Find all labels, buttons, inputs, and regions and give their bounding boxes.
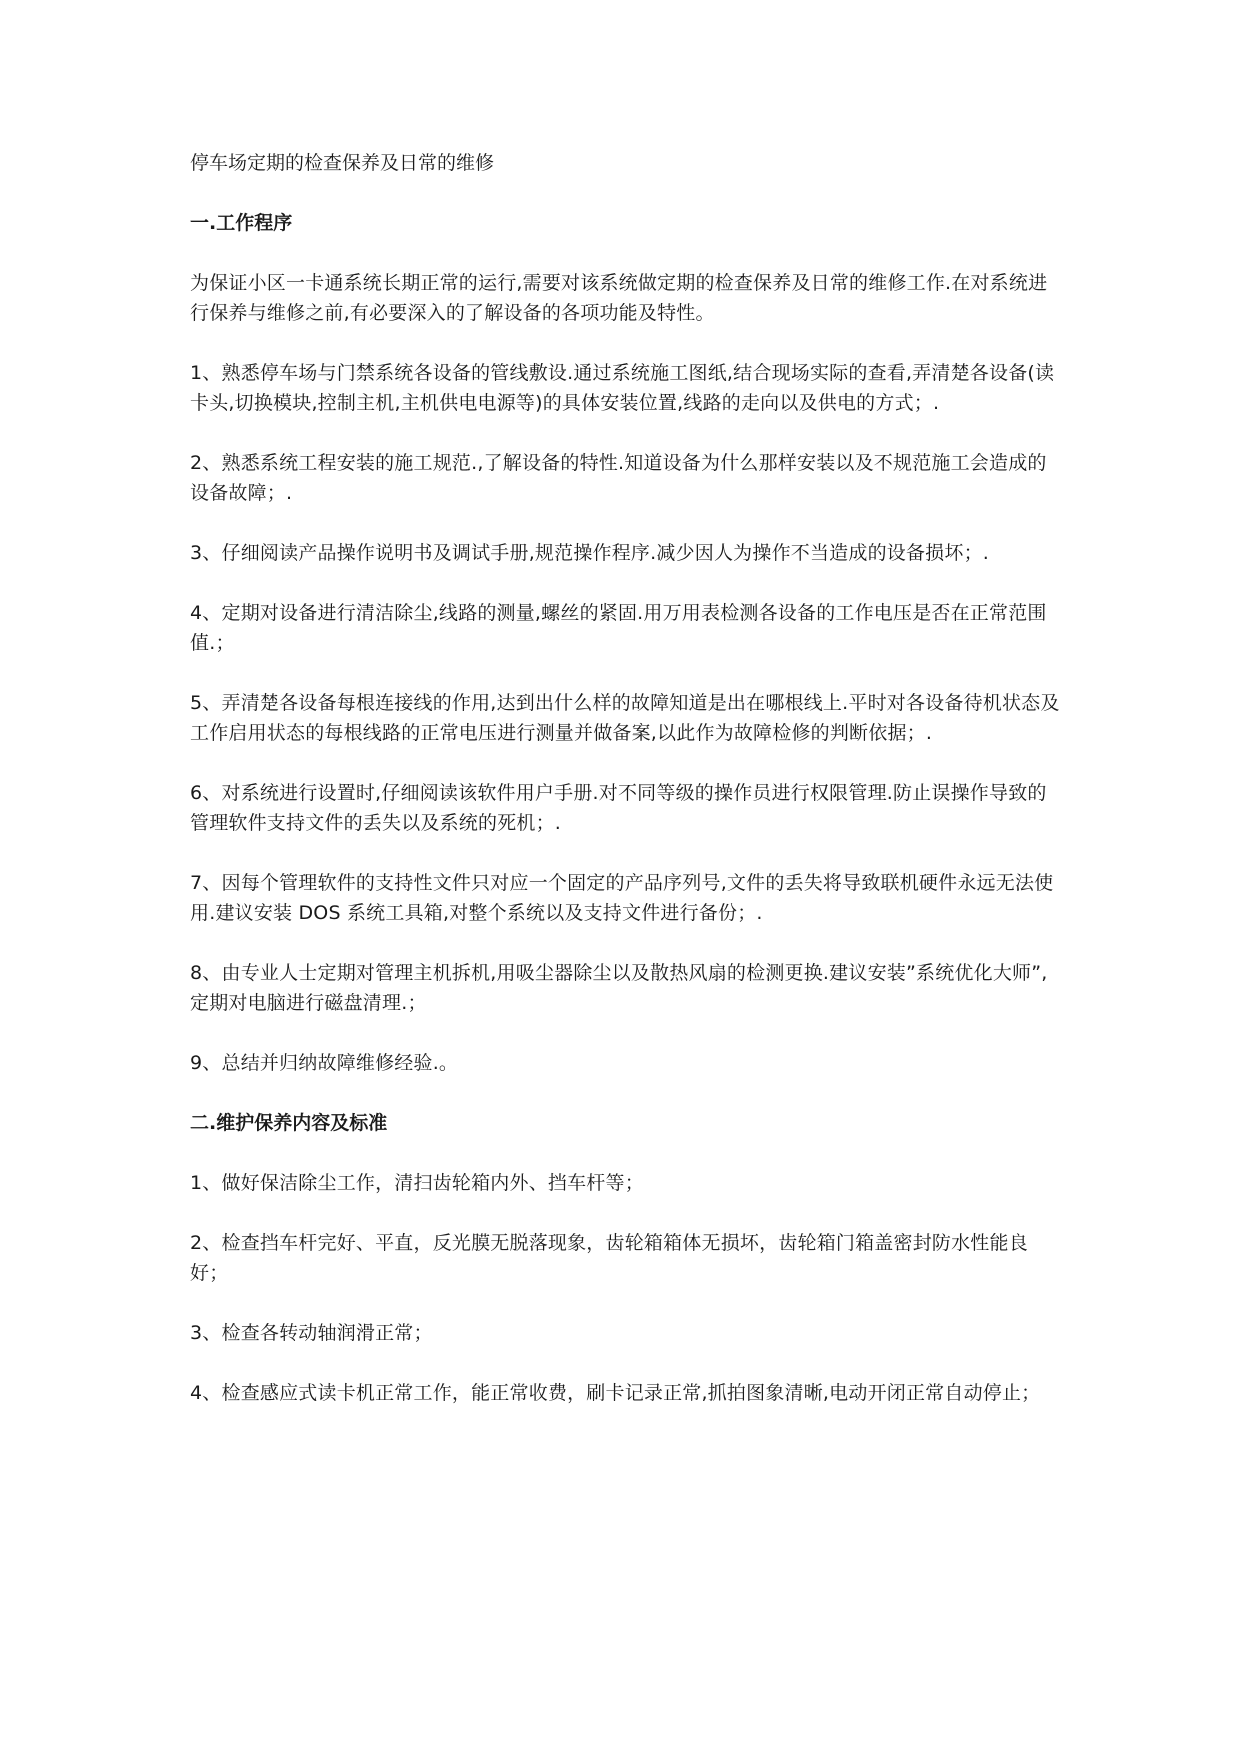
procedure-item-9: 9、总结并归纳故障维修经验.。 bbox=[190, 1052, 459, 1074]
procedure-item-1: 1、熟悉停车场与门禁系统各设备的管线敷设.通过系统施工图纸,结合现场实际的查看,弄清楚各设备(读卡头,切换模块,控制主机,主机供电电源等)的具体安装位置,线路的走向以及供电的方式；. bbox=[190, 362, 1055, 414]
document-title: 停车场定期的检查保养及日常的维修 bbox=[190, 152, 495, 174]
procedure-item-3: 3、仔细阅读产品操作说明书及调试手册,规范操作程序.减少因人为操作不当造成的设备损坏；. bbox=[190, 542, 990, 564]
maintenance-item-2: 2、检查挡车杆完好、平直，反光膜无脱落现象，齿轮箱箱体无损坏，齿轮箱门箱盖密封防水性能良好； bbox=[190, 1232, 1028, 1284]
procedure-item-7: 7、因每个管理软件的支持性文件只对应一个固定的产品序列号,文件的丢失将导致联机硬件永远无法使用.建议安装 DOS 系统工具箱,对整个系统以及支持文件进行备份；. bbox=[190, 872, 1054, 924]
procedure-item-6: 6、对系统进行设置时,仔细阅读该软件用户手册.对不同等级的操作员进行权限管理.防止误操作导致的管理软件支持文件的丢失以及系统的死机；. bbox=[190, 782, 1047, 834]
procedure-item-2: 2、熟悉系统工程安装的施工规范.,了解设备的特性.知道设备为什么那样安装以及不规范施工会造成的设备故障；. bbox=[190, 452, 1047, 504]
section-intro-paragraph: 为保证小区一卡通系统长期正常的运行,需要对该系统做定期的检查保养及日常的维修工作.在对系统进行保养与维修之前,有必要深入的了解设备的各项功能及特性。 bbox=[190, 272, 1048, 324]
procedure-item-8: 8、由专业人士定期对管理主机拆机,用吸尘器除尘以及散热风扇的检测更换.建议安装”系统优化大师”,定期对电脑进行磁盘清理.； bbox=[190, 962, 1048, 1014]
procedure-item-4: 4、定期对设备进行清洁除尘,线路的测量,螺丝的紧固.用万用表检测各设备的工作电压是否在正常范围值.； bbox=[190, 602, 1047, 654]
document-body bbox=[190, 148, 1060, 1438]
maintenance-item-1: 1、做好保洁除尘工作，清扫齿轮箱内外、挡车杆等； bbox=[190, 1172, 644, 1194]
section-heading-maintenance-standards: 二.维护保养内容及标准 bbox=[190, 1112, 388, 1134]
maintenance-item-4: 4、检查感应式读卡机正常工作，能正常收费，刷卡记录正常,抓拍图象清晰,电动开闭正常自动停止； bbox=[190, 1382, 1041, 1404]
section-heading-work-procedure: 一.工作程序 bbox=[190, 212, 293, 234]
maintenance-item-3: 3、检查各转动轴润滑正常； bbox=[190, 1322, 433, 1344]
procedure-item-5: 5、弄清楚各设备每根连接线的作用,达到出什么样的故障知道是出在哪根线上.平时对各设备待机状态及工作启用状态的每根线路的正常电压进行测量并做备案,以此作为故障检修的判断依据；. bbox=[190, 692, 1060, 744]
